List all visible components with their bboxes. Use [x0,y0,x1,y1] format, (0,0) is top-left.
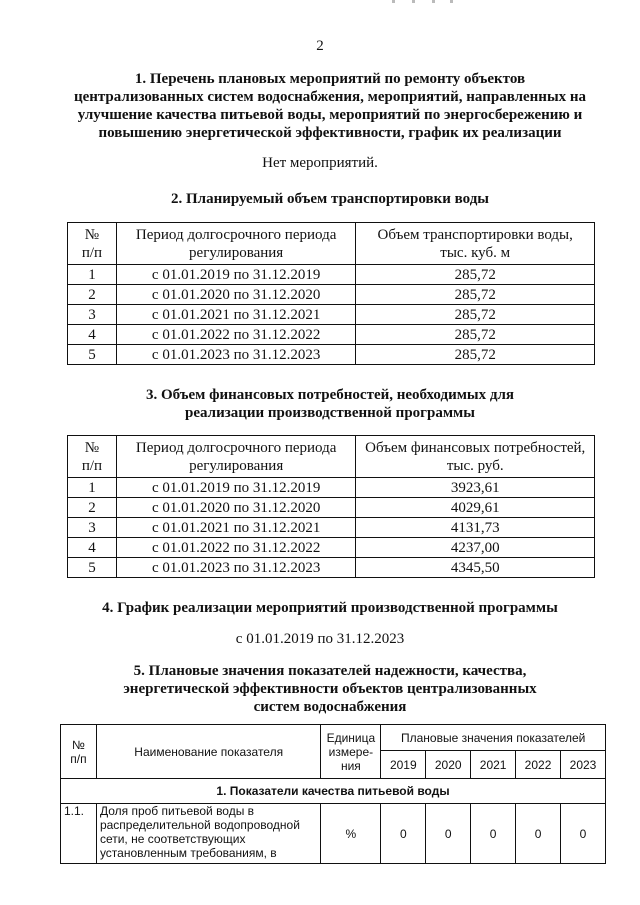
col-header-period: Период долгосрочного периода регулирования [116,223,356,265]
section1-title [40,70,620,142]
col-header-volume: Объем транспортировки воды, тыс. куб. м [356,223,595,265]
row-period: с 01.01.2019 по 31.12.2019 [116,265,356,285]
row-unit: % [321,804,381,864]
row-num: 1 [68,478,117,498]
section4-period: с 01.01.2019 по 31.12.2023 [235,631,405,647]
row-value: 4237,00 [356,538,595,558]
row-value: 285,72 [356,285,595,305]
col-header-num: № п/п [68,223,117,265]
section5-title-line: систем водоснабжения [253,699,407,715]
section5-title [40,662,620,716]
col-header-year: 2021 [471,751,516,779]
table-header-row [68,223,595,265]
table-row [68,498,595,518]
row-period: с 01.01.2020 по 31.12.2020 [116,498,356,518]
row-num: 1 [68,265,117,285]
table-row [68,265,595,285]
table-row [68,558,595,578]
section1-title-line: повышению энергетической эффективности, график их реализации [98,125,562,141]
table-row [68,345,595,365]
col-header-planned-values: Плановые значения показателей [381,725,606,751]
row-value: 285,72 [356,305,595,325]
table-row [68,518,595,538]
section5-title-line: 5. Плановые значения показателей надежности, качества, [133,663,527,679]
row-period: с 01.01.2021 по 31.12.2021 [116,518,356,538]
row-num: 2 [68,285,117,305]
financial-needs-table [67,435,595,578]
row-period: с 01.01.2022 по 31.12.2022 [116,325,356,345]
row-num: 3 [68,518,117,538]
row-period: с 01.01.2023 по 31.12.2023 [116,345,356,365]
row-year-value: 0 [426,804,471,864]
row-value: 285,72 [356,325,595,345]
row-year-value: 0 [516,804,561,864]
col-header-unit: Единица измере- ния [321,725,381,779]
col-header-year: 2019 [381,751,426,779]
row-period: с 01.01.2020 по 31.12.2020 [116,285,356,305]
page-number: 2 [316,38,324,54]
page-top-edge-marks [0,0,640,4]
table-row [68,285,595,305]
col-header-finance: Объем финансовых потребностей, тыс. руб. [356,436,595,478]
col-header-period: Период долгосрочного периода регулирования [116,436,356,478]
row-num: 2 [68,498,117,518]
row-num: 4 [68,325,117,345]
section3-title-line: реализации производственной программы [185,405,475,421]
row-num: 5 [68,558,117,578]
transport-volume-table [67,222,595,365]
row-value: 3923,61 [356,478,595,498]
section5-title-line: энергетической эффективности объектов централизованных [123,681,537,697]
section1-title-line: улучшение качества питьевой воды, мероприятий по энергосбережению и [77,107,583,123]
col-header-num: № п/п [68,436,117,478]
row-period: с 01.01.2023 по 31.12.2023 [116,558,356,578]
row-period: с 01.01.2022 по 31.12.2022 [116,538,356,558]
row-num: 3 [68,305,117,325]
table-row [61,804,606,864]
col-header-indicator-name: Наименование показателя [96,725,320,779]
table-row [68,478,595,498]
row-indicator-name: Доля проб питьевой воды в распределительной водопроводной сети, не соответствующих установленным требованиям, в [96,804,320,864]
section1-title-line: 1. Перечень плановых мероприятий по ремонту объектов [134,71,526,87]
table-row [68,325,595,345]
row-year-value: 0 [471,804,516,864]
section2-title: 2. Планируемый объем транспортировки воды [171,191,489,207]
col-header-year: 2022 [516,751,561,779]
row-num: 5 [68,345,117,365]
row-period: с 01.01.2021 по 31.12.2021 [116,305,356,325]
row-num: 1.1. [61,804,97,864]
col-header-year: 2020 [426,751,471,779]
row-period: с 01.01.2019 по 31.12.2019 [116,478,356,498]
table-row [68,305,595,325]
row-year-value: 0 [560,804,605,864]
section3-title [40,386,620,422]
row-value: 285,72 [356,345,595,365]
col-header-num: № п/п [61,725,97,779]
indicators-table [60,724,606,864]
row-value: 4131,73 [356,518,595,538]
col-header-year: 2023 [560,751,605,779]
group-title: 1. Показатели качества питьевой воды [61,779,606,804]
row-num: 4 [68,538,117,558]
table-row [68,538,595,558]
section3-title-line: 3. Объем финансовых потребностей, необходимых для [145,387,515,403]
table-header-row [61,725,606,751]
group-row [61,779,606,804]
section4-title: 4. График реализации мероприятий производственной программы [102,600,558,616]
row-value: 4029,61 [356,498,595,518]
row-year-value: 0 [381,804,426,864]
table-header-row [68,436,595,478]
row-value: 4345,50 [356,558,595,578]
row-value: 285,72 [356,265,595,285]
section1-note: Нет мероприятий. [262,155,378,171]
section1-title-line: централизованных систем водоснабжения, мероприятий, направленных на [73,89,587,105]
